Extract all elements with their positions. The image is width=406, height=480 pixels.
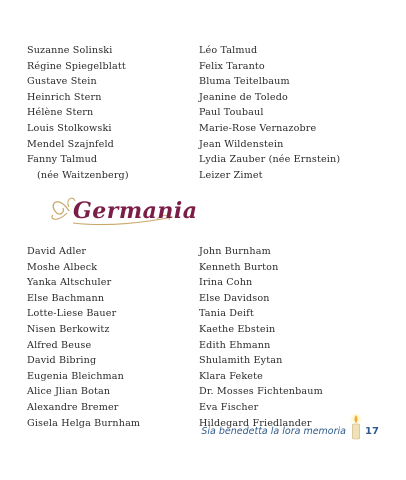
name-entry: Marie-Rose Vernazobre <box>199 122 317 134</box>
name-entry: Tania Deift <box>199 308 254 320</box>
name-entry: Gustave Stein <box>27 76 97 88</box>
name-entry: Louis Stolkowski <box>27 122 112 134</box>
name-entry: Régine Spiegelblatt <box>27 60 126 72</box>
candle-icon <box>350 414 362 440</box>
name-entry: Edith Ehmann <box>199 339 271 351</box>
name-entry: Léo Talmud <box>199 45 258 56</box>
names-column-bottom-left <box>27 244 140 431</box>
name-entry: Eva Fischer <box>199 401 259 413</box>
name-entry: Alfred Beuse <box>27 339 92 351</box>
section-heading: Germania <box>73 198 198 224</box>
name-entry: Shulamith Eytan <box>199 355 283 367</box>
name-entry: Irina Cohn <box>199 277 253 289</box>
names-column-bottom-right <box>199 244 323 431</box>
name-entry: Felix Taranto <box>199 60 265 72</box>
name-entry: Alice Jlian Botan <box>27 386 111 398</box>
name-entry: Kaethe Ebstein <box>199 323 276 335</box>
name-entry: Heinrich Stern <box>27 91 102 103</box>
name-entry: Moshe Albeck <box>27 261 98 273</box>
name-entry: Eugenia Bleichman <box>27 370 124 382</box>
name-entry-maiden: (née Waitzenberg) <box>37 169 129 181</box>
footer-memorial-text: Sia benedetta la lora memoria <box>201 426 346 437</box>
name-entry: Alexandre Bremer <box>27 401 119 413</box>
name-entry: Else Bachmann <box>27 292 105 304</box>
name-entry: Fanny Talmud <box>27 154 98 166</box>
name-entry: Mendel Szajnfeld <box>27 138 114 150</box>
name-entry: Klara Fekete <box>199 370 263 382</box>
name-entry: Else Davidson <box>199 292 270 304</box>
name-entry: Gisela Helga Burnham <box>27 417 141 429</box>
name-entry: Nisen Berkowitz <box>27 323 110 335</box>
name-entry: Jean Wildenstein <box>199 138 284 150</box>
name-entry: Leizer Zimet <box>199 169 263 181</box>
name-entry: David Bibring <box>27 355 97 367</box>
names-column-top-left <box>27 43 129 183</box>
name-entry: Hildegard Friedlander <box>199 417 312 429</box>
section-heading-ornament <box>47 193 198 229</box>
name-entry: Lydia Zauber (née Ernstein) <box>199 154 341 166</box>
name-entry: Yanka Altschuler <box>27 277 112 289</box>
page-number: 17 <box>365 426 379 437</box>
name-entry: Dr. Mosses Fichtenbaum <box>199 386 323 398</box>
name-entry: Jeanine de Toledo <box>199 91 288 103</box>
name-entry: John Burnham <box>199 246 271 257</box>
name-entry: Kenneth Burton <box>199 261 279 273</box>
name-entry: Suzanne Solinski <box>27 45 113 56</box>
name-entry: David Adler <box>27 246 87 257</box>
names-column-top-right <box>199 43 340 183</box>
name-entry: Bluma Teitelbaum <box>199 76 290 88</box>
name-entry: Paul Toubaul <box>199 107 264 119</box>
name-entry: Lotte-Liese Bauer <box>27 308 117 320</box>
name-entry: Hélène Stern <box>27 107 94 119</box>
